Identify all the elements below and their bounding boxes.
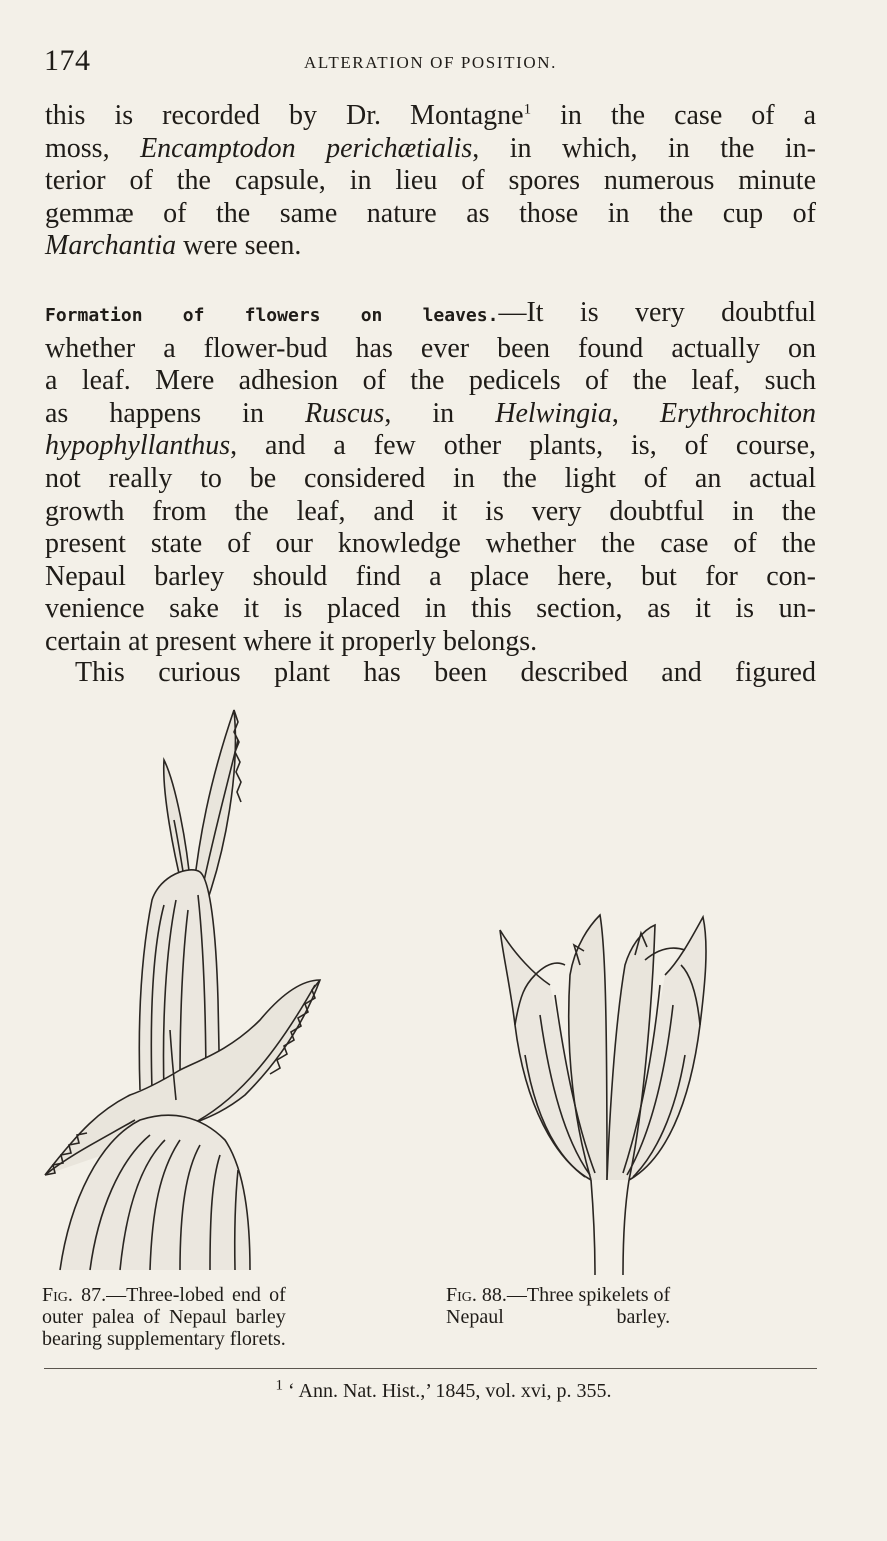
- text-line: this is recorded by Dr. Montagne$^1$ in the case of a: [45, 100, 817, 131]
- section-side-heading: Formation of flowers on leaves.: [45, 305, 499, 326]
- text-line: present state of our knowledge whether the case of the: [45, 528, 816, 560]
- paragraph-spores: [45, 100, 816, 263]
- page-header: [44, 44, 817, 78]
- running-title: ALTERATION OF POSITION.: [304, 53, 557, 72]
- text-line: growth from the leaf, and it is very doubtful in the: [45, 495, 816, 527]
- figure-label: Fig.: [446, 1284, 477, 1306]
- text-line: Nepaul barley should find a place here, but for con-: [45, 560, 816, 592]
- text-line: gemmæ of the same nature as those in the cup of: [45, 197, 816, 229]
- figure-88-spikelets-illustration: [495, 905, 720, 1275]
- text-line: a leaf. Mere adhesion of the pedicels of the leaf, such: [45, 365, 816, 397]
- text-line: Marchantia were seen.: [45, 230, 302, 262]
- figure-87-caption: Fig. 87.—Three-lobed end of outer palea of Nepaul barley bearing supplementary florets.: [42, 1284, 286, 1350]
- figure-label: Fig.: [42, 1284, 73, 1306]
- text-line: venience sake it is placed in this section, as it is un-: [45, 593, 816, 625]
- footnote-divider: [44, 1368, 817, 1369]
- text-line: whether a flower-bud has ever been found actually on: [45, 332, 816, 364]
- footnote: $^1$ ‘ Ann. Nat. Hist.,’ 1845, vol. xvi, p. 355.: [275, 1377, 612, 1402]
- footnote-marker: 1: [275, 1377, 283, 1394]
- text-line: not really to be considered in the light of an actual: [45, 462, 816, 494]
- paragraph-curious-plant: [45, 657, 816, 690]
- text-line: hypophyllanthus, and a few other plants, is, of course,: [45, 430, 816, 462]
- paragraph-flowers-on-leaves: [45, 297, 816, 659]
- text-line: terior of the capsule, in lieu of spores numerous minute: [45, 165, 816, 197]
- text-line: as happens in Ruscus, in Helwingia, Erythrochiton: [45, 397, 817, 429]
- text-line: moss, Encamptodon perichætialis, in which, in the in-: [45, 132, 816, 164]
- footnote-ref: 1: [523, 101, 532, 118]
- figure-88-caption: Fig. 88.—Three spikelets of Nepaul barley.: [446, 1284, 671, 1328]
- text-line: certain at present where it properly belongs.: [45, 625, 538, 657]
- text-line: This curious plant has been described and figured: [75, 657, 816, 688]
- text-line: Formation of flowers on leaves.—It is very doubtful: [45, 297, 816, 328]
- figure-87-palea-illustration: [40, 700, 330, 1275]
- page-number: 174: [44, 44, 91, 77]
